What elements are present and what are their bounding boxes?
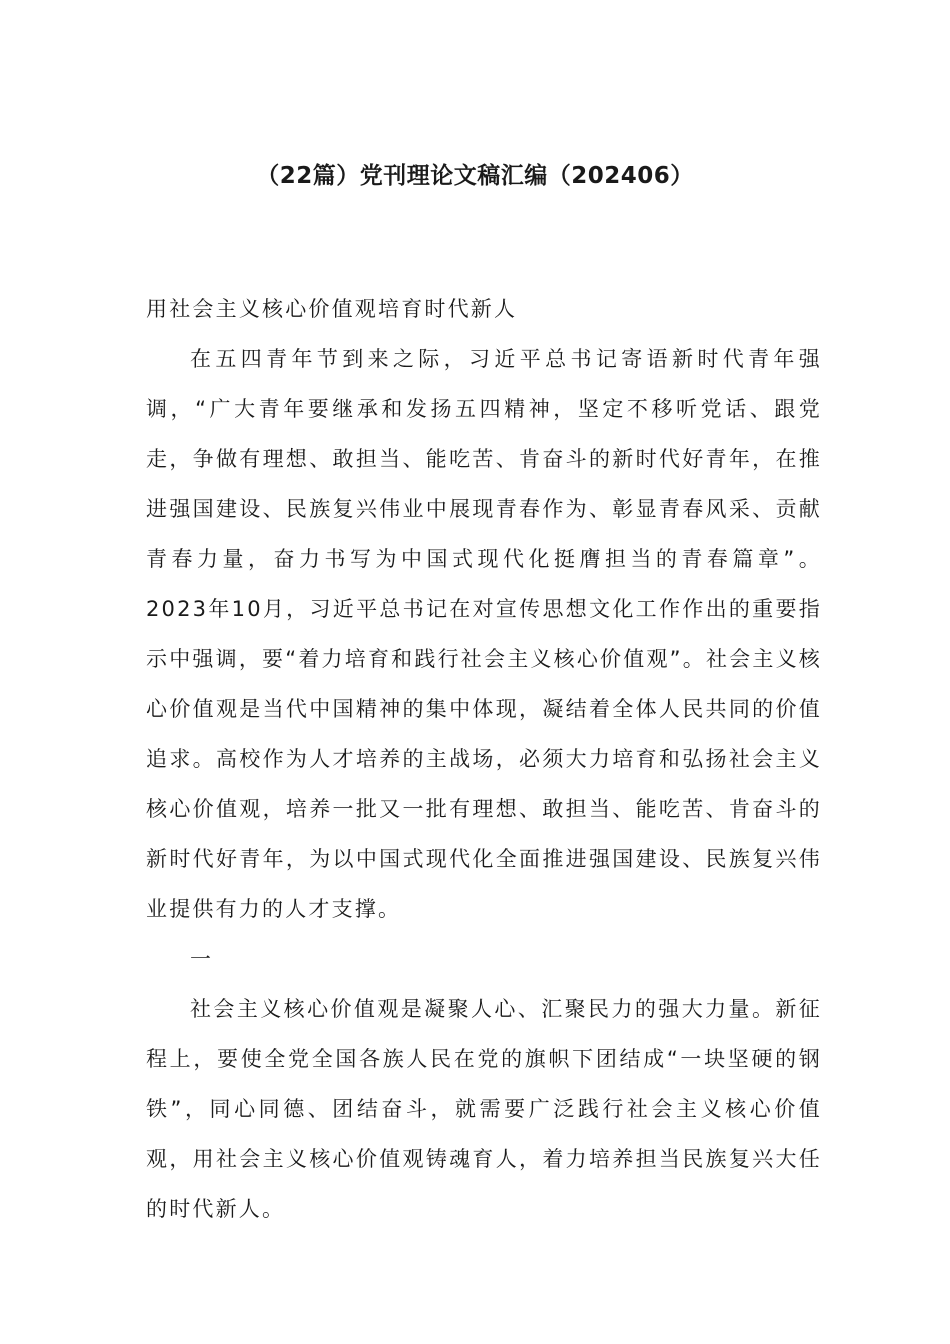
document-body (146, 284, 822, 1234)
paragraph-1: 在五四青年节到来之际，习近平总书记寄语新时代青年强调，“广大青年要继承和发扬五四精神，坚定不移听党话、跟党走，争做有理想、敢担当、能吃苦、肯奋斗的新时代好青年，在推进强国建设、民族复兴伟业中展现青春作为、彰显青春风采、贡献青春力量，奋力书写为中国式现代化挺膺担当的青春篇章”。2023年10月，习近平总书记在对宣传思想文化工作作出的重要指示中强调，要“着力培育和践行社会主义核心价值观”。社会主义核心价值观是当代中国精神的集中体现，凝结着全体人民共同的价值追求。高校作为人才培养的主战场，必须大力培育和弘扬社会主义核心价值观，培养一批又一批有理想、敢担当、能吃苦、肯奋斗的新时代好青年，为以中国式现代化全面推进强国建设、民族复兴伟业提供有力的人才支撑。 (146, 347, 822, 921)
section-marker: 一 (190, 947, 214, 971)
paragraph-2: 社会主义核心价值观是凝聚人心、汇聚民力的强大力量。新征程上，要使全党全国各族人民在党的旗帜下团结成“一块坚硬的钢铁”，同心同德、团结奋斗，就需要广泛践行社会主义核心价值观，用社会主义核心价值观铸魂育人，着力培养担当民族复兴大任的时代新人。 (146, 997, 822, 1221)
article-title: 用社会主义核心价值观培育时代新人 (146, 297, 518, 321)
document-title: （22篇）党刊理论文稿汇编（202406） (256, 163, 694, 189)
